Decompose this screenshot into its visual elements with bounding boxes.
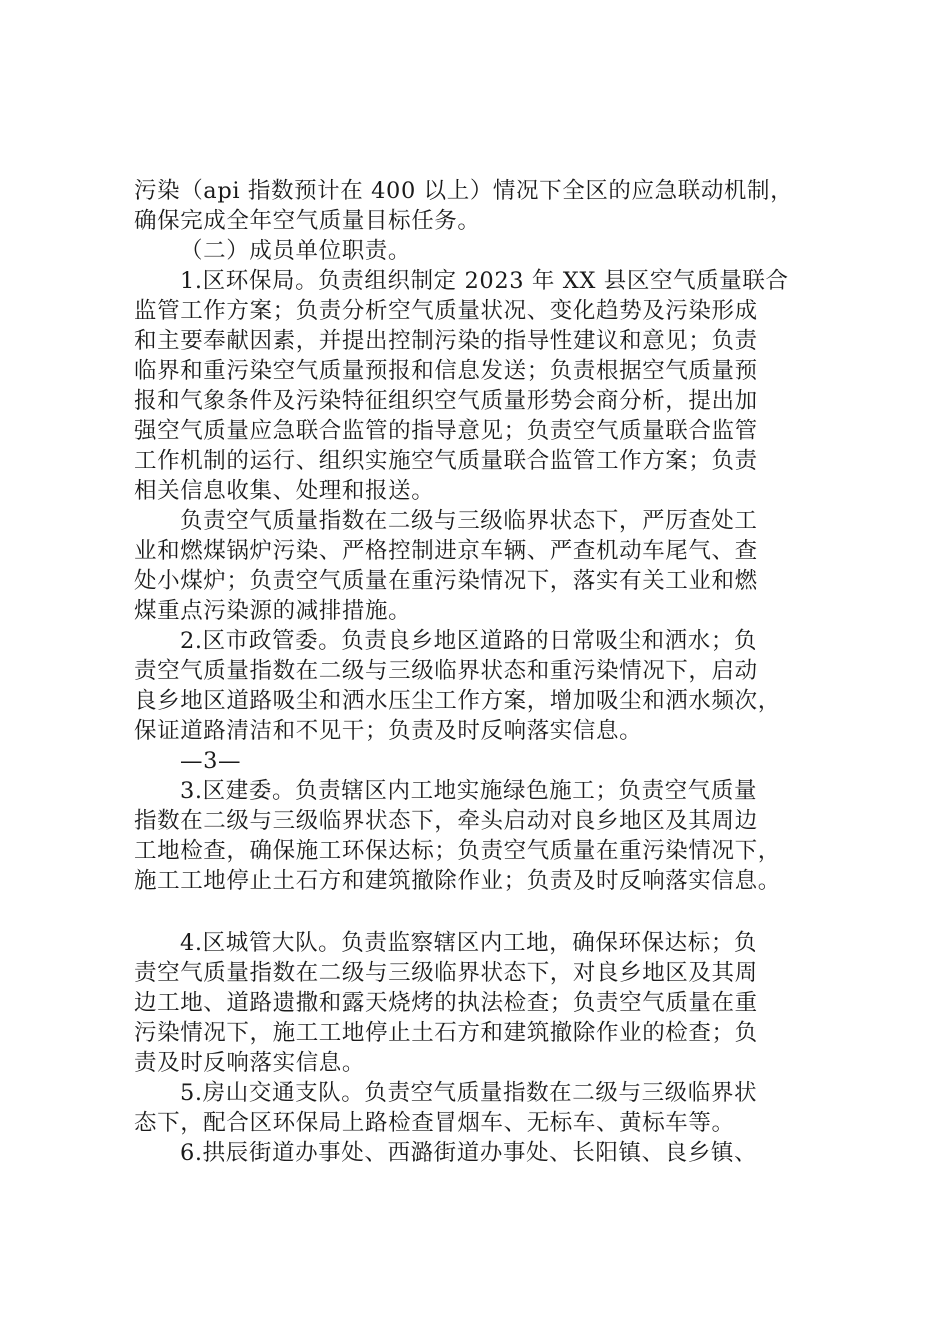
- text-line: 工作机制的运行、组织实施空气质量联合监管工作方案；负责: [134, 448, 758, 474]
- text-line: 6.拱辰街道办事处、西潞街道办事处、长阳镇、良乡镇、: [180, 1140, 758, 1166]
- text-line: 工地检查，确保施工环保达标；负责空气质量在重污染情况下，: [134, 838, 781, 864]
- text-line: 监管工作方案；负责分析空气质量状况、变化趋势及污染形成: [134, 298, 758, 324]
- text-line: 相关信息收集、处理和报送。: [134, 478, 435, 504]
- text-line: 责及时反响落实信息。: [134, 1050, 366, 1076]
- text-line: 态下，配合区环保局上路检查冒烟车、无标车、黄标车等。: [134, 1110, 735, 1136]
- text-line: 施工工地停止土石方和建筑撤除作业；负责及时反响落实信息。: [134, 868, 781, 894]
- text-line: 业和燃煤锅炉污染、严格控制进京车辆、严查机动车尾气、查: [134, 538, 758, 564]
- text-line: 责空气质量指数在二级与三级临界状态和重污染情况下，启动: [134, 658, 758, 684]
- section-heading: （二）成员单位职责。: [180, 238, 412, 264]
- text-line: 保证道路清洁和不见干；负责及时反响落实信息。: [134, 718, 643, 744]
- text-line: 责空气质量指数在二级与三级临界状态下，对良乡地区及其周: [134, 960, 758, 986]
- text-line: 煤重点污染源的减排措施。: [134, 598, 412, 624]
- text-line: 负责空气质量指数在二级与三级临界状态下，严厉查处工: [180, 508, 758, 534]
- text-line: 污染（api 指数预计在 400 以上）情况下全区的应急联动机制，: [134, 178, 794, 204]
- text-line: 2.区市政管委。负责良乡地区道路的日常吸尘和洒水；负: [180, 628, 758, 654]
- text-line: 污染情况下，施工工地停止土石方和建筑撤除作业的检查；负: [134, 1020, 758, 1046]
- text-line: 边工地、道路遗撒和露天烧烤的执法检查；负责空气质量在重: [134, 990, 758, 1016]
- text-line: 指数在二级与三级临界状态下，牵头启动对良乡地区及其周边: [134, 808, 758, 834]
- page-number: —3—: [180, 748, 242, 774]
- text-line: 临界和重污染空气质量预报和信息发送；负责根据空气质量预: [134, 358, 758, 384]
- text-line: 和主要奉献因素，并提出控制污染的指导性建议和意见；负责: [134, 328, 758, 354]
- text-line: 4.区城管大队。负责监察辖区内工地，确保环保达标；负: [180, 930, 758, 956]
- text-line: 强空气质量应急联合监管的指导意见；负责空气质量联合监管: [134, 418, 758, 444]
- text-line: 处小煤炉；负责空气质量在重污染情况下，落实有关工业和燃: [134, 568, 758, 594]
- text-line: 良乡地区道路吸尘和洒水压尘工作方案，增加吸尘和洒水频次，: [134, 688, 781, 714]
- text-line: 报和气象条件及污染特征组织空气质量形势会商分析，提出加: [134, 388, 758, 414]
- text-line: 3.区建委。负责辖区内工地实施绿色施工；负责空气质量: [180, 778, 758, 804]
- text-line: 1.区环保局。负责组织制定 2023 年 XX 县区空气质量联合: [180, 268, 789, 294]
- text-line: 确保完成全年空气质量目标任务。: [134, 208, 481, 234]
- text-line: 5.房山交通支队。负责空气质量指数在二级与三级临界状: [180, 1080, 758, 1106]
